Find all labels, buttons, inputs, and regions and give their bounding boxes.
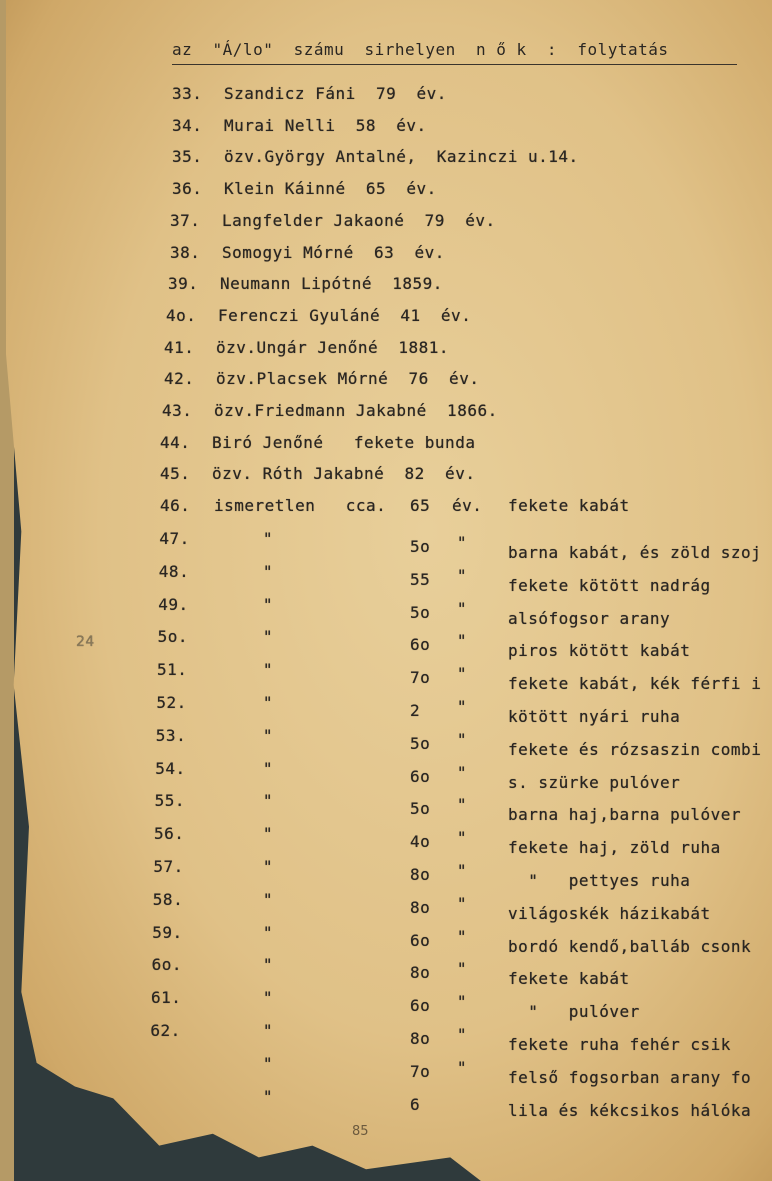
entry-number: 43. bbox=[162, 401, 193, 420]
entry-number: 54. bbox=[155, 758, 186, 778]
entry-number: 58. bbox=[152, 889, 184, 909]
entry-number: 51. bbox=[157, 660, 188, 680]
entry-age: 6o bbox=[410, 766, 431, 786]
ditto-mark: " bbox=[262, 758, 274, 778]
ditto-mark: " bbox=[262, 692, 274, 712]
entry-age: 5o bbox=[410, 733, 431, 753]
entry-number: 42. bbox=[164, 369, 195, 389]
age-unit: " bbox=[456, 860, 468, 880]
age-unit: " bbox=[456, 696, 468, 716]
page-header: az "Á/lo" számu sirhelyen n ő k : folytatás bbox=[172, 40, 669, 59]
header-underline bbox=[172, 64, 737, 65]
entry-number: 47. bbox=[159, 528, 190, 548]
entry-description: " pulóver bbox=[508, 1002, 640, 1022]
entry-number: 61. bbox=[151, 988, 182, 1008]
entry-number: 44. bbox=[160, 432, 191, 452]
entry-text: özv.György Antalné, Kazinczi u.14. bbox=[224, 147, 579, 167]
entry-number: 48. bbox=[158, 561, 190, 581]
age-unit: " bbox=[456, 959, 468, 979]
entry-description: fekete haj, zöld ruha bbox=[508, 838, 721, 858]
entry-text: Langfelder Jakaoné 79 év. bbox=[222, 210, 496, 230]
entry-text: Biró Jenőné fekete bunda bbox=[212, 432, 476, 452]
entry-age: 7o bbox=[410, 1061, 431, 1081]
entry-text: Szandicz Fáni 79 év. bbox=[224, 84, 447, 103]
entry-text: Ferenczi Gyuláné 41 év. bbox=[218, 305, 472, 325]
ditto-mark: " bbox=[262, 922, 274, 942]
entry-age: 6o bbox=[410, 635, 431, 655]
entry-text: özv. Róth Jakabné 82 év. bbox=[212, 464, 476, 484]
entry-description: fekete kötött nadrág bbox=[508, 575, 711, 595]
entry-number: 53. bbox=[155, 725, 187, 745]
entry-number: 4o. bbox=[166, 305, 197, 325]
entry-number: 39. bbox=[168, 274, 199, 294]
ditto-mark: " bbox=[262, 561, 274, 581]
entry-description: fekete ruha fehér csik bbox=[508, 1034, 731, 1054]
entry-age: 5o bbox=[410, 799, 431, 819]
ditto-mark: " bbox=[262, 955, 274, 975]
entry-age: 6o bbox=[410, 930, 431, 950]
entry-description: fekete és rózsaszin combi bbox=[508, 739, 762, 759]
entry-description: barna haj,barna pulóver bbox=[508, 805, 742, 825]
ditto-mark: " bbox=[262, 824, 274, 844]
entry-age: 6 bbox=[410, 1094, 421, 1114]
entry-description: bordó kendő,balláb csonk bbox=[508, 936, 752, 956]
entry-text: Neumann Lipótné 1859. bbox=[220, 274, 443, 294]
entry-description: piros kötött kabát bbox=[508, 641, 691, 661]
age-unit: " bbox=[456, 828, 468, 848]
age-unit: " bbox=[456, 1024, 468, 1044]
age-unit: " bbox=[456, 729, 468, 749]
ditto-mark: " bbox=[262, 660, 274, 680]
entry-text: özv.Friedmann Jakabné 1866. bbox=[214, 401, 498, 420]
entry-age: 8o bbox=[410, 1028, 431, 1048]
entry-description: világoskék házikabát bbox=[508, 903, 711, 923]
entry-age: 65 bbox=[410, 496, 431, 516]
entry-age: 8o bbox=[410, 963, 431, 983]
entry-number: 36. bbox=[172, 179, 203, 199]
page-number: 85 bbox=[352, 1124, 369, 1139]
entry-description: fekete kabát, kék férfi i bbox=[508, 674, 762, 694]
ditto-mark: " bbox=[262, 594, 274, 614]
entry-description: lila és kékcsikos hálóka bbox=[508, 1100, 752, 1120]
entry-description: " pettyes ruha bbox=[508, 870, 691, 890]
margin-note: 24 bbox=[76, 634, 95, 650]
age-unit: " bbox=[456, 926, 468, 946]
entry-text: Somogyi Mórné 63 év. bbox=[222, 242, 445, 262]
entry-number: 62. bbox=[150, 1020, 181, 1040]
entry-description: felső fogsorban arany fo bbox=[508, 1067, 752, 1087]
entry-number: 6o. bbox=[151, 955, 182, 975]
ditto-mark: " bbox=[262, 889, 274, 909]
age-unit: " bbox=[456, 762, 468, 782]
age-unit: " bbox=[456, 631, 468, 651]
entry-text: Klein Káinné 65 év. bbox=[224, 179, 437, 199]
ditto-mark: " bbox=[262, 725, 274, 745]
entry-number: 33. bbox=[172, 84, 203, 103]
entry-age: 8o bbox=[410, 897, 431, 917]
entry-number: 55. bbox=[154, 791, 185, 811]
age-unit: " bbox=[456, 664, 468, 684]
entry-number: 38. bbox=[170, 242, 201, 262]
entry-age: 6o bbox=[410, 996, 431, 1016]
entry-description: barna kabát, és zöld szoj bbox=[508, 542, 762, 562]
ditto-mark: " bbox=[262, 1053, 274, 1073]
entry-number: 56. bbox=[154, 824, 185, 844]
ditto-mark: " bbox=[262, 791, 274, 811]
entry-number: 45. bbox=[160, 464, 191, 484]
entry-description: s. szürke pulóver bbox=[508, 772, 681, 792]
entry-number: 49. bbox=[158, 594, 189, 614]
entry-description: alsófogsor arany bbox=[508, 608, 671, 628]
age-unit: " bbox=[456, 1057, 468, 1077]
entry-number: 57. bbox=[153, 856, 184, 876]
ditto-mark: " bbox=[262, 1020, 274, 1040]
entry-description: fekete kabát bbox=[508, 496, 630, 516]
entry-number: 35. bbox=[172, 147, 203, 167]
entry-age: 5o bbox=[410, 602, 431, 622]
entry-number: 59. bbox=[152, 922, 183, 942]
entry-description: fekete kabát bbox=[508, 969, 630, 989]
entry-text: özv.Ungár Jenőné 1881. bbox=[216, 337, 450, 357]
entry-number: 5o. bbox=[157, 627, 188, 647]
ditto-mark: " bbox=[262, 627, 274, 647]
entry-number: 41. bbox=[164, 337, 195, 357]
entry-number: 46. bbox=[160, 496, 191, 516]
age-unit: " bbox=[456, 532, 468, 552]
entry-text: Murai Nelli 58 év. bbox=[224, 115, 427, 135]
ditto-mark: " bbox=[262, 528, 274, 548]
entry-text: ismeretlen cca. bbox=[214, 496, 387, 516]
entry-number: 34. bbox=[172, 115, 203, 135]
entry-age: 55 bbox=[410, 569, 431, 589]
entry-age: 7o bbox=[410, 668, 431, 688]
age-unit: " bbox=[456, 565, 468, 585]
entry-age: 8o bbox=[410, 864, 431, 884]
entry-number: 52. bbox=[156, 692, 187, 712]
entry-age: 4o bbox=[410, 832, 431, 852]
entry-age: 5o bbox=[410, 536, 431, 556]
ditto-mark: " bbox=[262, 988, 274, 1008]
age-unit: " bbox=[456, 992, 468, 1012]
age-unit: " bbox=[456, 795, 468, 815]
entry-text: özv.Placsek Mórné 76 év. bbox=[216, 369, 480, 389]
entry-age: 2 bbox=[410, 700, 421, 720]
age-unit: " bbox=[456, 893, 468, 913]
entry-description: kötött nyári ruha bbox=[508, 706, 681, 726]
ditto-mark: " bbox=[262, 1086, 274, 1106]
age-unit: év. bbox=[452, 496, 483, 516]
entry-number: 37. bbox=[170, 210, 201, 230]
ditto-mark: " bbox=[262, 856, 274, 876]
age-unit: " bbox=[456, 598, 468, 618]
